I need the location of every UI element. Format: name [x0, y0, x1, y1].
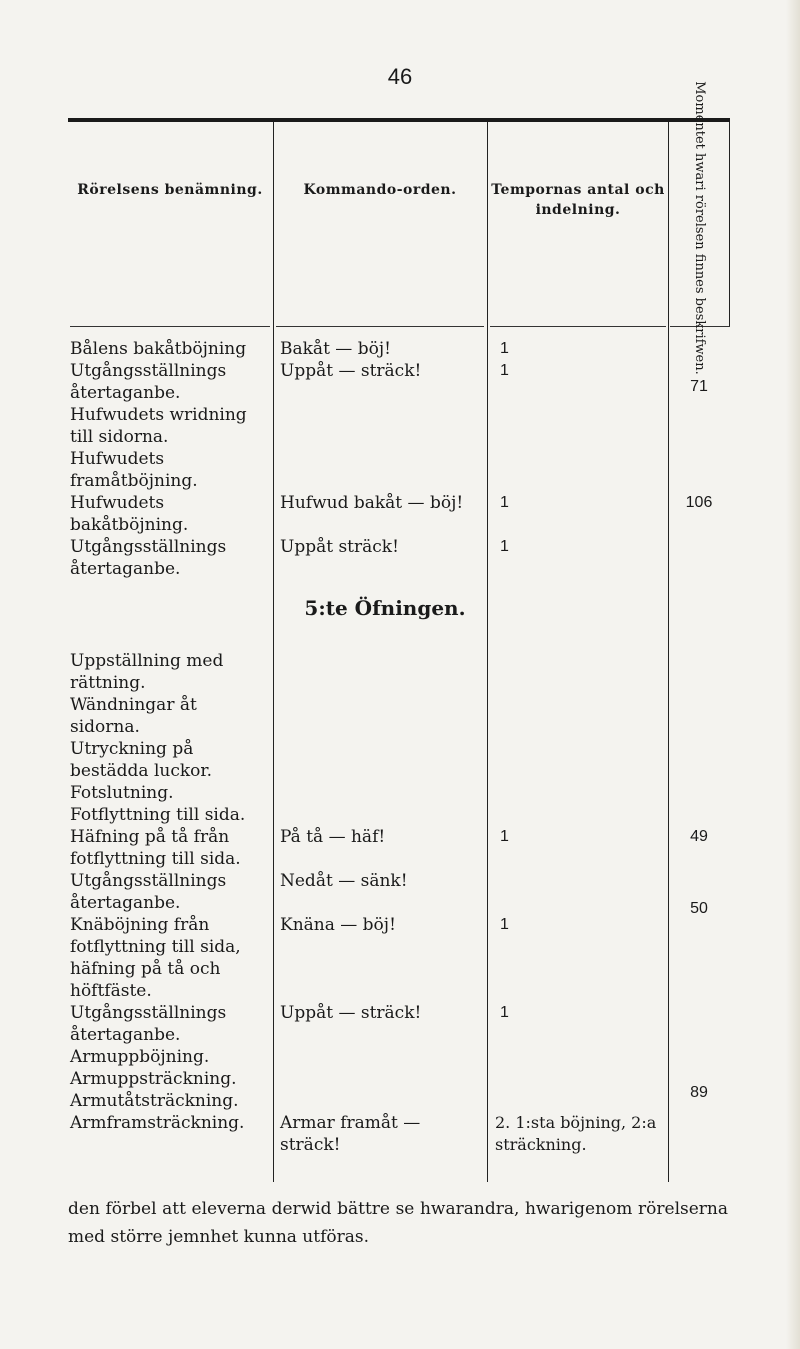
row-description: Hufwudets framåtböjning.: [70, 449, 198, 491]
row-command: Uppåt — sträck!: [280, 1003, 422, 1023]
row-moment: 49: [690, 828, 708, 845]
row-description: Hufwudets bakåtböjning.: [70, 493, 189, 535]
row-description: Uppställning med rättning.: [70, 651, 224, 693]
column-divider: [273, 122, 274, 1182]
row-description: Armutåtsträckning.: [70, 1091, 239, 1111]
row-moment: 71: [690, 378, 708, 395]
row-command: Uppåt sträck!: [280, 537, 399, 557]
header-col-tempo: Tempornas antal och indelning.: [491, 182, 665, 218]
section-title: 5:te Öfningen.: [304, 596, 466, 620]
row-description: Utgångsställnings återtaganbe.: [70, 361, 227, 403]
page-number: 46: [387, 64, 413, 89]
page-edge-shadow: [786, 0, 800, 1349]
row-command: Knäna — böj!: [280, 915, 396, 935]
header-rule: [276, 326, 484, 327]
row-description: Knäböjning från fotflyttning till sida, häfning på tå och höftfäste.: [70, 915, 241, 1001]
row-moment: 89: [690, 1084, 708, 1101]
row-tempo: 1: [500, 1004, 509, 1021]
header-col-command: Kommando-orden.: [303, 182, 457, 198]
row-tempo: 1: [500, 340, 509, 357]
row-tempo: 1: [500, 362, 509, 379]
row-command: På tå — häf!: [280, 827, 386, 847]
row-description: Häfning på tå från fotflyttning till sida.: [70, 827, 241, 869]
row-description: Wändningar åt sidorna.: [70, 695, 197, 737]
row-description: Utgångsställnings återtaganbe.: [70, 871, 227, 913]
row-tempo: 1: [500, 538, 509, 555]
row-description: Fotflyttning till sida.: [70, 805, 246, 825]
row-command: Hufwud bakåt — böj!: [280, 493, 464, 513]
row-description: Bålens bakåtböjning: [70, 339, 247, 359]
header-col-moment: Momentet hwari rörelsen finnes beskrifwen.: [692, 81, 707, 375]
column-divider: [487, 122, 488, 1182]
row-tempo: 1: [500, 494, 509, 511]
header-rule: [490, 326, 666, 327]
row-command: Nedåt — sänk!: [280, 871, 408, 891]
row-description: Armframsträckning.: [70, 1113, 245, 1133]
row-description: Hufwudets wridning till sidorna.: [70, 405, 247, 447]
row-tempo: 1: [500, 828, 509, 845]
header-rule: [70, 326, 270, 327]
row-moment: 106: [685, 494, 713, 511]
row-description: Armuppböjning.: [70, 1047, 210, 1067]
row-description: Fotslutning.: [70, 783, 174, 803]
row-description: Utryckning på bestädda luckor.: [70, 739, 213, 781]
row-tempo: 1: [500, 916, 509, 933]
row-command: Bakåt — böj!: [280, 339, 391, 359]
table-top-rule: [68, 118, 730, 122]
header-col-movement: Rörelsens benämning.: [77, 182, 263, 198]
row-description: Utgångsställnings återtaganbe.: [70, 537, 227, 579]
row-command: Armar framåt — sträck!: [280, 1113, 421, 1155]
row-tempo: 2. 1:sta böjning, 2:a sträckning.: [495, 1113, 657, 1154]
row-command: Uppåt — sträck!: [280, 361, 422, 381]
body-paragraph: den förbel att eleverna derwid bättre se hwarandra, hwarigenom rörelserna med större jemnhet kunna utföras.: [68, 1199, 728, 1247]
row-moment: 50: [690, 900, 708, 917]
row-description: Armuppsträckning.: [70, 1069, 237, 1089]
row-description: Utgångsställnings återtaganbe.: [70, 1003, 227, 1045]
